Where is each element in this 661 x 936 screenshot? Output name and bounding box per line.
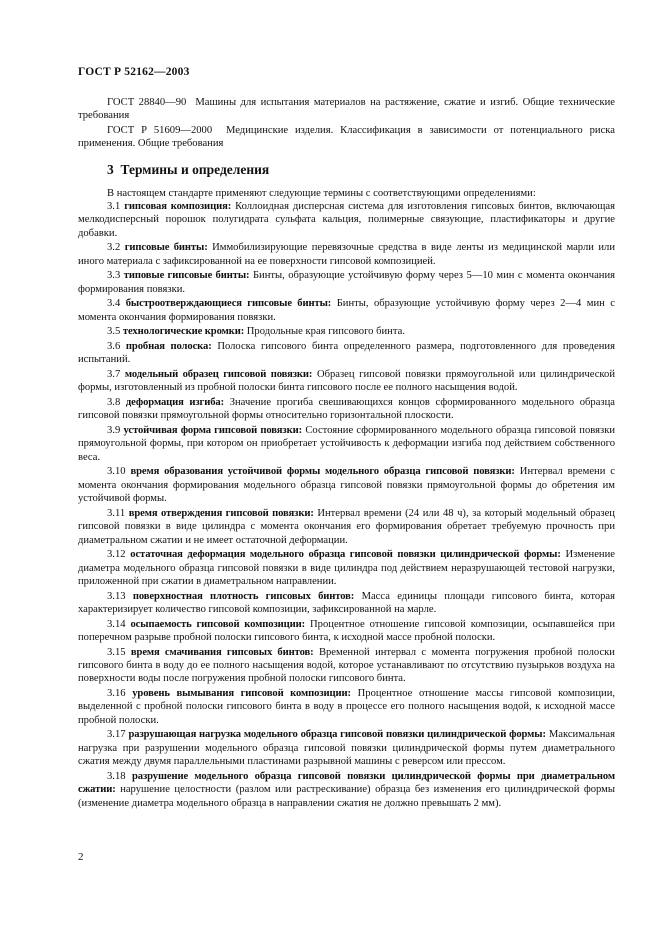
reference-title: Медицинские изделия. Классификация в зависимости от потенциального риска применения. Общие требования	[78, 124, 615, 150]
definition-text: нарушение целостности (разлом или растрескивание) образца без изменения его цилиндрической формы (изменение диаметра модельного образца в направлении сжатия не должно превышать 2 мм).	[78, 784, 616, 809]
definition-text: Полоска гипсового бинта определенного размера, подготовленного для проведения испытаний.	[78, 341, 615, 366]
reference-title: Машины для испытания материалов на растяжение, сжатие и изгиб. Общие технические требования	[78, 97, 616, 122]
definition-number: 3.10	[107, 466, 126, 478]
definition-item	[78, 424, 615, 464]
definition-item	[78, 340, 615, 367]
definition-term: устойчивая форма гипсовой повязки:	[123, 425, 303, 437]
definition-number: 3.13	[107, 590, 126, 602]
definition-item	[78, 241, 615, 268]
definition-text: Временной интервал с момента погружения пробной полоски гипсового бинта в воду до ее полного насыщения водой, которое устанавливают по отсутствию пузырьков воздуха на поверхности воды после погружения пробной полоски гипсового бинта.	[78, 646, 615, 685]
definition-item	[78, 465, 615, 505]
definition-term: технологические кромки:	[122, 326, 245, 338]
definition-text: Изменение диаметра модельного образца гипсовой повязки в виде цилиндра под действием неразрушающей тестовой нагрузки, приложенной при сжатии в диаметральном направлении.	[78, 549, 615, 588]
definition-number: 3.2	[107, 242, 121, 254]
definition-term: гипсовая композиция:	[124, 201, 232, 213]
reference-entry	[78, 96, 615, 123]
definition-term: уровень вымывания гипсовой композиции:	[132, 688, 351, 700]
definition-item	[78, 618, 615, 645]
definition-text: Бинты, образующие устойчивую форму через 2—4 мин с момента окончания формирования повязки.	[78, 298, 615, 323]
reference-code: ГОСТ 28840—90	[107, 97, 187, 108]
definition-item	[78, 548, 615, 588]
definition-number: 3.5	[107, 326, 121, 338]
definition-term: гипсовые бинты:	[124, 242, 208, 254]
definition-term: осыпаемость гипсовой композиции:	[130, 618, 306, 630]
definition-item	[78, 396, 615, 423]
definition-term: быстроотверждающиеся гипсовые бинты:	[125, 298, 332, 310]
definition-item	[78, 368, 615, 395]
definition-number: 3.1	[107, 201, 121, 213]
normative-references	[78, 96, 615, 151]
reference-entry	[78, 124, 615, 151]
definition-item	[78, 728, 615, 768]
definition-number: 3.9	[107, 425, 121, 437]
definition-term: остаточная деформация модельного образца гипсовой повязки цилиндрической формы:	[130, 549, 561, 561]
document-code-header: ГОСТ Р 52162—2003	[78, 66, 190, 78]
definition-item	[78, 687, 615, 727]
definition-text: Продольные края гипсового бинта.	[246, 326, 405, 338]
definition-text: Максимальная нагрузка при разрушении модельного образца гипсовой повязки цилиндрической формы путем диаметрального сжатия между двумя параллельными пластинами разрывной машины с реверсом или прессом.	[78, 729, 616, 768]
definition-item	[78, 590, 615, 617]
page-number: 2	[78, 851, 84, 863]
definition-text: Интервал времени (24 или 48 ч), за который модельный образец гипсовой повязки в виде цилиндра с момента окончания его формирования обретает требуемую прочность при диаметральном сжатии и не имеет остаточной деформации.	[78, 507, 615, 546]
definition-term: типовые гипсовые бинты:	[123, 270, 250, 282]
definition-item	[78, 646, 615, 686]
definition-item	[78, 507, 615, 547]
definition-text: Образец гипсовой повязки прямоугольной или цилиндрической формы, изготовленный из пробной полоски бинта гипсового после ее полного насыщения водой.	[78, 369, 615, 394]
definition-term: деформация изгиба:	[125, 397, 225, 409]
definition-text: Масса единицы площади гипсового бинта, которая характеризирует количество гипсовой композиции, зафиксированной на марле.	[78, 590, 615, 616]
definitions-list	[78, 200, 615, 810]
definition-item	[78, 325, 615, 338]
definition-term: разрушающая нагрузка модельного образца гипсовой повязки цилиндрической формы:	[128, 729, 546, 741]
definition-text: Значение прогиба свешивающихся концов сформированного модельного образца гипсовой повязки прямоугольной формы относительно горизонтальной плоскости.	[78, 397, 615, 422]
definition-term: модельный образец гипсовой повязки:	[124, 369, 313, 381]
definition-text: Процентное отношение массы гипсовой композиции, выделенной с пробной полоски гипсового бинта в воду в процессе его полного насыщения водой, к исходной массе пробной полоски.	[78, 688, 616, 726]
page-body	[78, 96, 615, 811]
definition-number: 3.11	[107, 507, 126, 519]
definition-item	[78, 269, 615, 296]
definition-term: разрушение модельного образца гипсовой повязки цилиндрической формы при диаметральном сжатии:	[78, 770, 615, 796]
definition-number: 3.18	[107, 770, 126, 782]
definition-number: 3.3	[107, 270, 121, 282]
definition-number: 3.12	[107, 549, 126, 561]
definition-number: 3.17	[107, 729, 126, 741]
definition-item	[78, 770, 615, 810]
definition-number: 3.4	[107, 298, 121, 310]
definition-term: время образования устойчивой формы модельного образца гипсовой повязки:	[130, 466, 515, 478]
definition-number: 3.14	[107, 618, 126, 630]
definition-item	[78, 297, 615, 324]
definition-term: время смачивания гипсовых бинтов:	[130, 646, 314, 658]
definition-term: время отверждения гипсовой повязки:	[128, 507, 314, 519]
section-intro: В настоящем стандарте применяют следующие термины с соответствующими определениями:	[107, 187, 536, 199]
definition-text: Иммобилизирующие перевязочные средства в виде ленты из медицинской марли или иного материала с зафиксированной на ее поверхности гипсовой композицией.	[78, 242, 615, 267]
definition-number: 3.6	[107, 341, 121, 353]
definition-text: Процентное отношение гипсовой композиции, осыпавшейся при поперечном разрыве пробной полоски гипсового бинта, к исходной массе пробной полоски.	[78, 618, 616, 644]
reference-code: ГОСТ Р 51609—2000	[107, 124, 213, 136]
definition-text: Коллоидная дисперсная система для изготовления гипсовых бинтов, включающая мелкодисперсный порошок полугидрата сульфата кальция, полимерные связующие, пластификаторы и другие добавки.	[78, 201, 615, 239]
definition-term: пробная полоска:	[125, 341, 212, 353]
definition-term: поверхностная плотность гипсовых бинтов:	[132, 590, 355, 602]
definition-text: Состояние сформированного модельного образца гипсовой повязки прямоугольной формы, при котором он приобретает устойчивость к деформации изгиба под действием собственного веса.	[78, 425, 616, 463]
definition-item	[78, 200, 615, 240]
definition-text: Бинты, образующие устойчивую форму через 5—10 мин с момента окончания формирования повязки.	[78, 270, 616, 295]
definition-number: 3.7	[107, 369, 121, 381]
section-heading: 3 Термины и определения	[107, 161, 270, 177]
definition-number: 3.16	[107, 688, 126, 700]
definition-number: 3.15	[107, 646, 126, 658]
definition-text: Интервал времени с момента окончания формирования модельного образца гипсовой повязки прямоугольной формы до обретения им устойчивой формы.	[78, 466, 615, 505]
definition-number: 3.8	[107, 397, 121, 409]
